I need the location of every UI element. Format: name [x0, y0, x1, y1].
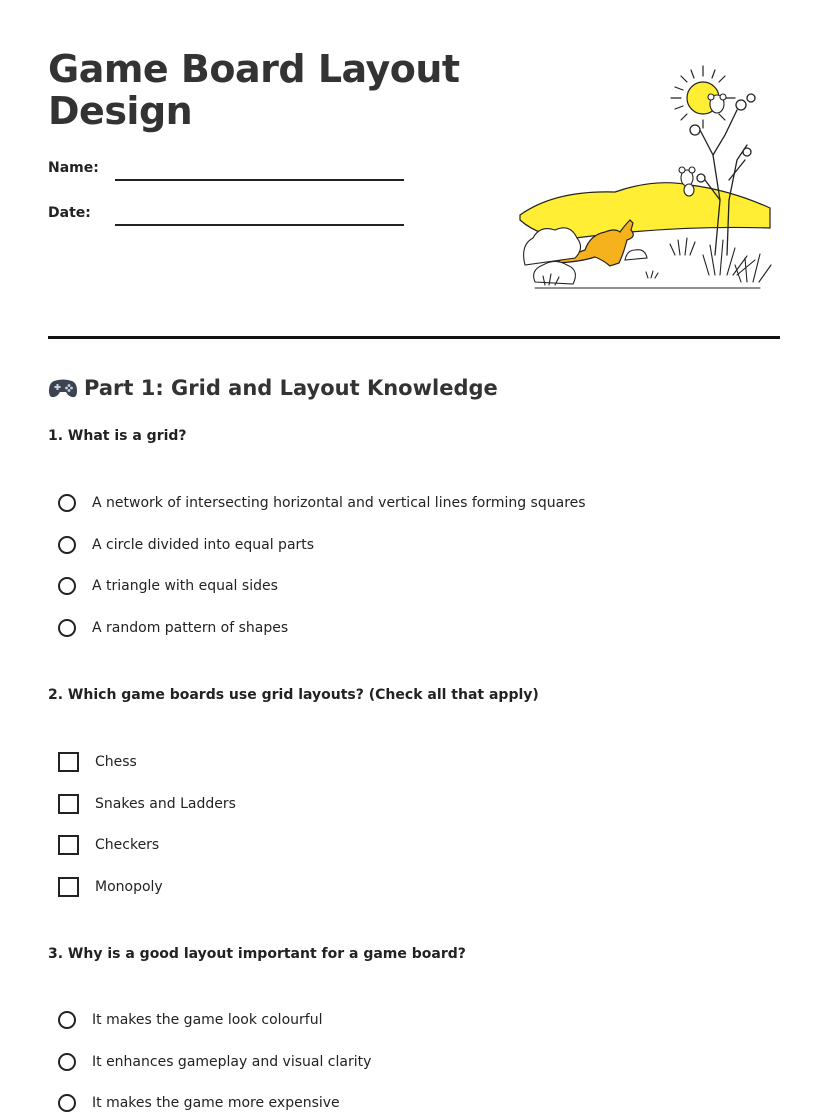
question-2-option-1[interactable]: [58, 750, 137, 774]
option-label: It enhances gameplay and visual clarity: [92, 1054, 372, 1070]
radio-button[interactable]: [58, 577, 76, 595]
radio-button[interactable]: [58, 1053, 76, 1071]
question-1-option-2[interactable]: [58, 533, 314, 557]
worksheet-title: Game Board Layout Design: [48, 47, 460, 133]
question-2-option-4[interactable]: [58, 875, 163, 899]
name-label: Name:: [48, 160, 99, 176]
option-label: Checkers: [95, 837, 160, 853]
question-2: 2. Which game boards use grid layouts? (Check all that apply): [48, 687, 539, 703]
australian-scene-illustration: [515, 60, 780, 295]
date-field: [48, 205, 91, 221]
checkbox[interactable]: [58, 877, 79, 897]
section-heading: [48, 375, 498, 401]
option-label: A network of intersecting horizontal and vertical lines forming squares: [92, 495, 586, 511]
option-label: A triangle with equal sides: [92, 578, 278, 594]
question-3-option-1[interactable]: [58, 1008, 322, 1032]
question-2-option-2[interactable]: [58, 792, 236, 816]
question-1-option-3[interactable]: [58, 574, 278, 598]
name-input-line[interactable]: [115, 179, 404, 181]
question-1-option-4[interactable]: [58, 616, 288, 640]
radio-button[interactable]: [58, 1011, 76, 1029]
option-label: A circle divided into equal parts: [92, 537, 315, 553]
option-label: Chess: [95, 754, 137, 770]
radio-button[interactable]: [58, 619, 76, 637]
option-label: It makes the game look colourful: [92, 1012, 323, 1028]
section-divider: [48, 336, 780, 339]
option-label: It makes the game more expensive: [92, 1095, 340, 1111]
radio-button[interactable]: [58, 536, 76, 554]
question-3-option-3[interactable]: [58, 1091, 340, 1115]
option-label: Snakes and Ladders: [95, 796, 236, 812]
option-label: A random pattern of shapes: [92, 620, 289, 636]
radio-button[interactable]: [58, 494, 76, 512]
checkbox[interactable]: [58, 835, 79, 855]
option-label: Monopoly: [95, 879, 163, 895]
question-2-option-3[interactable]: [58, 833, 159, 857]
checkbox[interactable]: [58, 794, 79, 814]
question-1: 1. What is a grid?: [48, 428, 187, 444]
radio-button[interactable]: [58, 1094, 76, 1112]
question-3-option-2[interactable]: [58, 1050, 371, 1074]
date-label: Date:: [48, 205, 91, 221]
question-1-option-1[interactable]: [58, 491, 586, 515]
name-field: [48, 160, 99, 176]
section-heading-text: Part 1: Grid and Layout Knowledge: [84, 376, 498, 400]
date-input-line[interactable]: [115, 224, 404, 226]
question-3: 3. Why is a good layout important for a game board?: [48, 946, 466, 962]
game-controller-icon: [48, 375, 78, 401]
checkbox[interactable]: [58, 752, 79, 772]
